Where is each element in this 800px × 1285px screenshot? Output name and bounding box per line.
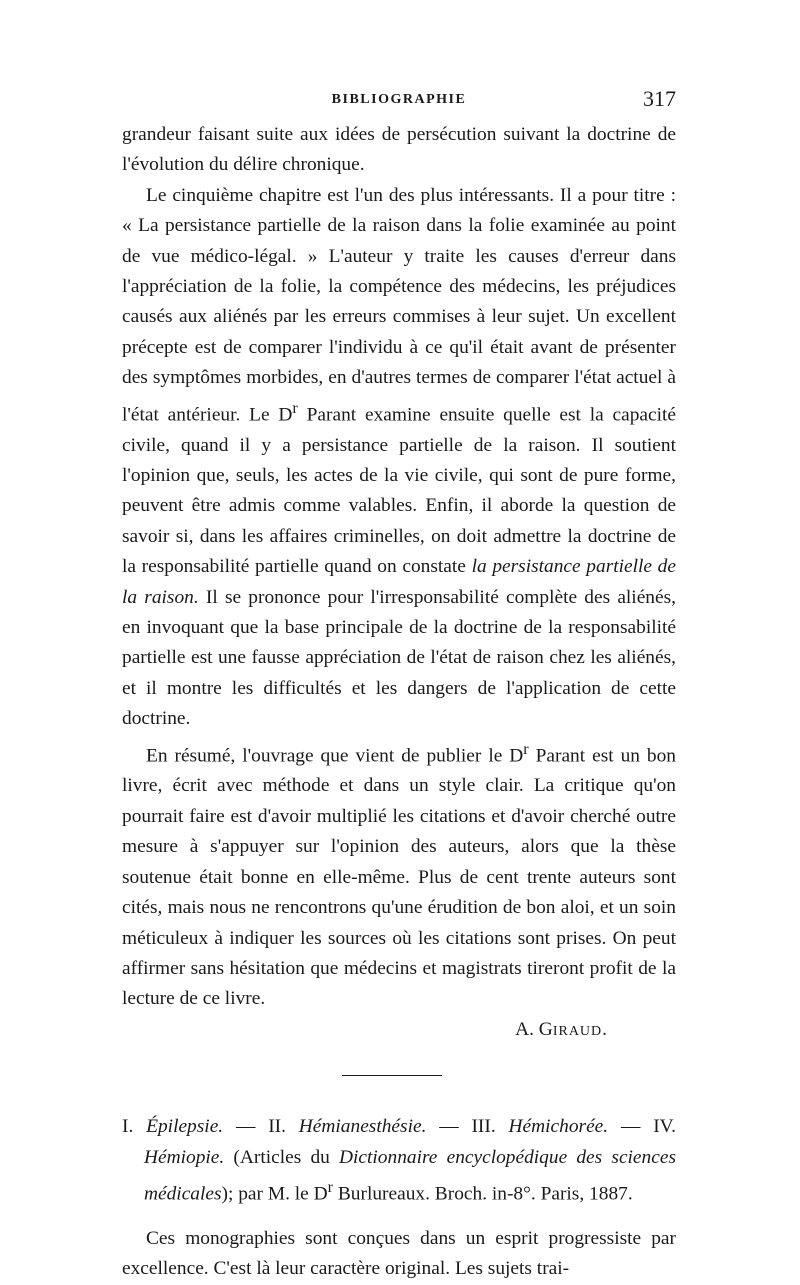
emphasized-phrase: la persistance partielle de la raison.	[122, 556, 676, 608]
running-title: BIBLIOGRAPHIE	[331, 92, 467, 107]
paragraph-fifth-chapter: Le cinquième chapitre est l'un des plus intéressants. Il a pour titre : « La persistance partielle de la raison dans la folie examinée au point de vue médico-légal. » L'auteur y traite les causes d'erreur dans l'appréciation de la folie, la compétence des médecins, les préjudices causés aux aliénés par les erreurs commises à leur sujet. Un excellent précepte est de comparer l'individu à ce qu'il était avant de présenter des symptômes morbides, en d'autres termes de comparer l'état actuel à l'état antérieur. Le $D^r$ Parant examine ensuite quelle est la capacité civile, quand il y a persistance partielle de la raison. Il soutient l'opinion que, seuls, les actes de la vie civile, qui sont de pure forme, peuvent être admis comme valables. Enfin, il aborde la question de savoir si, dans les affaires criminelles, on doit admettre la doctrine de la responsabilité partielle quand on constate la persistance partielle de la raison. Il se prononce pour l'irresponsabilité complète des aliénés, en invoquant que la base principale de la doctrine de la responsabilité partielle est une fausse appréciation de l'état de raison chez les aliénés, et il montre les difficultés et les dangers de l'application de cette doctrine.	[122, 184, 677, 730]
closing-paragraph: Ces monographies sont conçues dans un esprit progressiste par excellence. C'est là leur caractère original. Les sujets trai-	[122, 1227, 676, 1280]
page-number: 317	[643, 86, 676, 111]
doctor-abbrev-superscript: r	[523, 740, 529, 758]
paragraph-continuation: grandeur faisant suite aux idées de persécution suivant la doctrine de l'évolution du délire chronique.	[122, 124, 676, 176]
section-divider	[342, 1075, 442, 1076]
page-header	[122, 86, 676, 120]
review-text	[122, 120, 676, 1015]
author-signature: A. Giraud.	[515, 1018, 608, 1040]
bibliographic-entry: I. Épilepsie. — II. Hémianesthésie. — III. Hémichorée. — IV. Hémiopie. (Articles du Dictionnaire encyclopédique des sciences médicales); par M. le $D^r$ Burlureaux. Broch. in-8°. Paris, 1887.	[122, 1116, 676, 1205]
paragraph-summary: En résumé, l'ouvrage que vient de publier le $D^r$ Parant est un bon livre, écrit avec méthode et dans un style clair. La critique qu'on pourrait faire est d'avoir multiplié les citations et d'avoir cherché outre mesure à s'appuyer sur l'opinion des auteurs, alors que la thèse soutenue était bonne en elle-même. Plus de cent trente auteurs sont cités, mais nous ne rencontrons qu'une érudition de bon aloi, et un soin méticuleux à indiquer les sources où les citations sont prises. On peut affirmer sans hésitation que médecins et magistrats tireront profit de la lecture de ce livre.	[122, 740, 676, 1010]
doctor-abbrev-superscript: r	[292, 399, 298, 417]
book-page	[122, 86, 676, 1285]
